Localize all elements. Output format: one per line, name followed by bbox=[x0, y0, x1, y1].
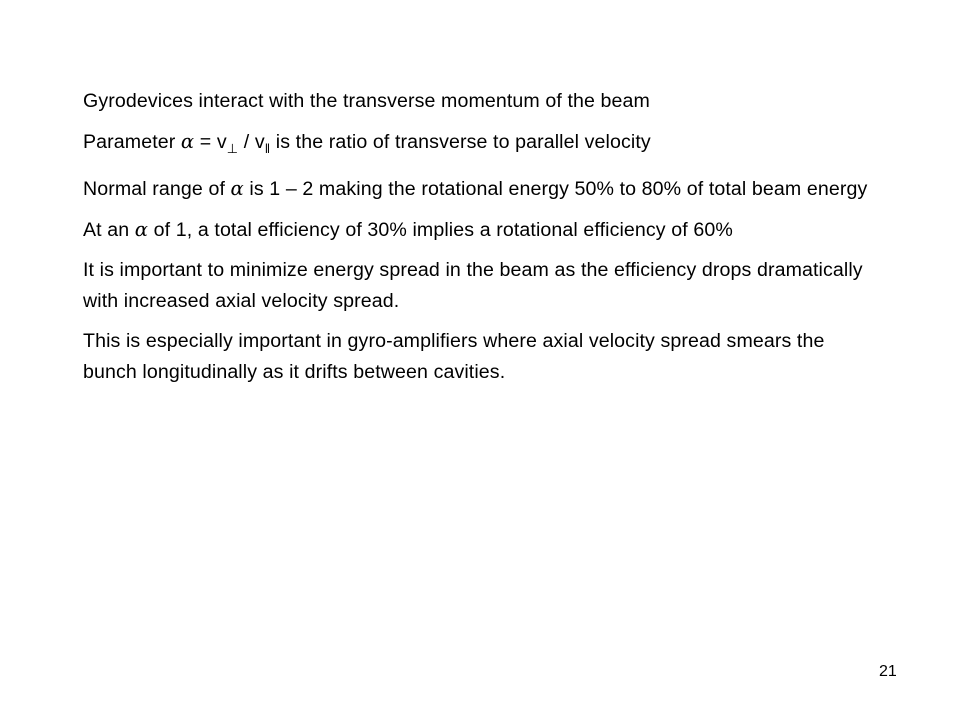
perpendicular-subscript: ⊥ bbox=[226, 141, 239, 156]
paragraph-energy-spread: It is important to minimize energy spread in the beam as the efficiency drops dramatically with increased axial velocity spread. bbox=[83, 259, 863, 312]
paragraph-alpha-range bbox=[83, 173, 883, 205]
paragraph-alpha-definition bbox=[83, 126, 883, 164]
paragraph-efficiency bbox=[83, 214, 883, 246]
alpha-definition-slash: / v bbox=[238, 131, 265, 153]
paragraph-gyro-amplifiers: This is especially important in gyro-amplifiers where axial velocity spread smears the bunch longitudinally as it drifts between cavities. bbox=[83, 330, 825, 383]
alpha-definition-prefix: Parameter bbox=[83, 131, 181, 153]
parallel-subscript: ‖ bbox=[264, 141, 271, 156]
alpha-range-prefix: Normal range of bbox=[83, 178, 231, 200]
alpha-range-suffix: is 1 – 2 making the rotational energy 50% to 80% of total beam energy bbox=[243, 178, 868, 200]
alpha-definition-equals: = v bbox=[194, 131, 227, 153]
paragraph-gyrodevices: Gyrodevices interact with the transverse momentum of the beam bbox=[83, 90, 650, 112]
alpha-symbol: α bbox=[134, 218, 149, 241]
alpha-symbol: α bbox=[180, 130, 195, 153]
alpha-symbol: α bbox=[230, 177, 244, 200]
page-number: 21 bbox=[879, 663, 897, 680]
slide-body bbox=[83, 86, 883, 397]
efficiency-prefix: At an bbox=[83, 219, 135, 241]
efficiency-suffix: of 1, a total efficiency of 30% implies a rotational efficiency of 60% bbox=[148, 219, 733, 241]
alpha-definition-suffix: is the ratio of transverse to parallel velocity bbox=[270, 131, 651, 153]
